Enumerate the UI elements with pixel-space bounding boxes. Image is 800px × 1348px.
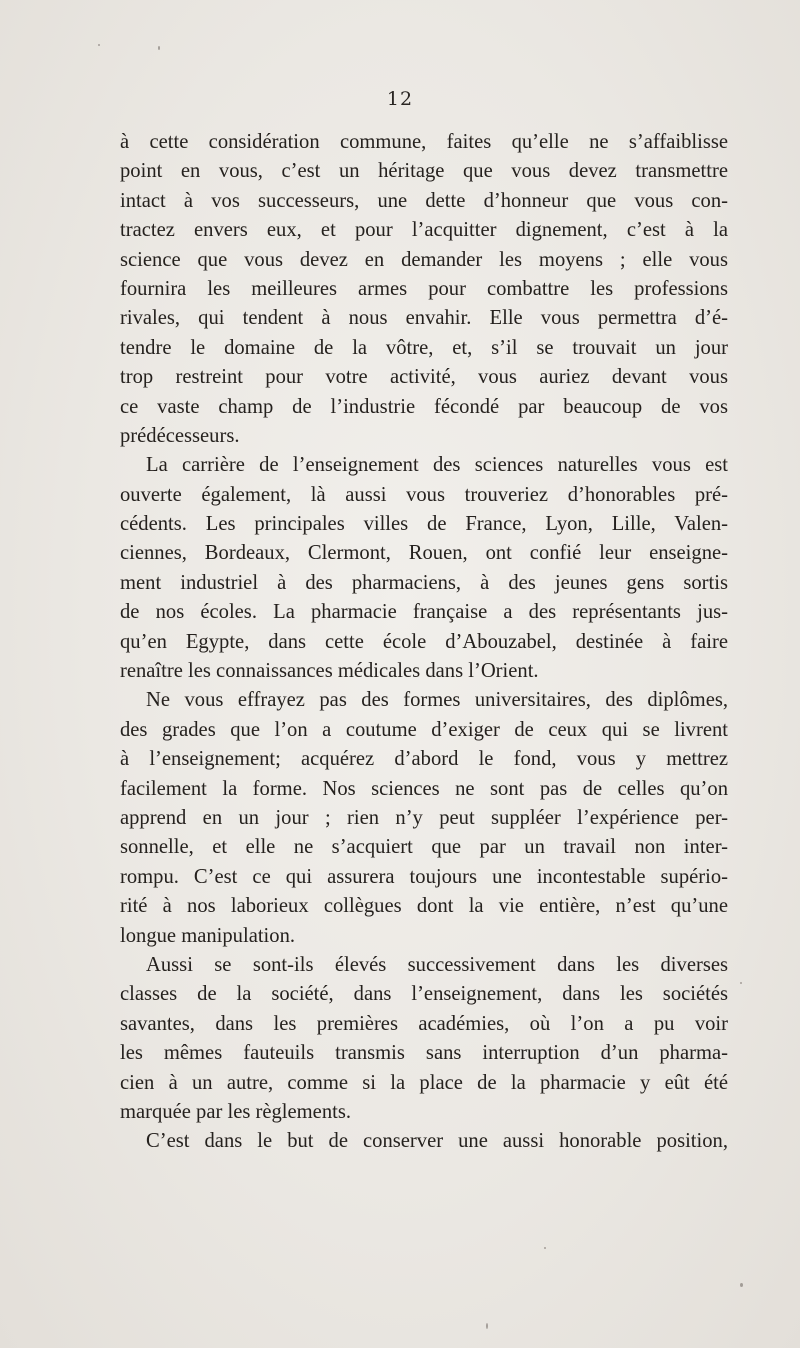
text-line: ce vaste champ de l’industrie fécondé par beaucoup de vos	[120, 395, 728, 418]
paragraph-5	[120, 1127, 728, 1156]
paper-speck	[740, 982, 742, 984]
page-number: 12	[386, 88, 414, 110]
text-line: des grades que l’on a coutume d’exiger de ceux qui se livrent	[120, 718, 728, 741]
text-line: rompu. C’est ce qui assurera toujours une incontestable supério-	[120, 865, 728, 888]
text-line: savantes, dans les premières académies, où l’on a pu voir	[120, 1012, 728, 1035]
text-line: à l’enseignement; acquérez d’abord le fond, vous y mettrez	[120, 748, 728, 771]
body-text	[120, 128, 728, 1157]
text-line: classes de la société, dans l’enseignement, dans les sociétés	[120, 983, 728, 1006]
text-line: facilement la forme. Nos sciences ne sont pas de celles qu’on	[120, 777, 728, 800]
paragraph-1	[120, 128, 728, 451]
text-line: les mêmes fauteuils transmis sans interruption d’un pharma-	[120, 1042, 728, 1065]
text-line: intact à vos successeurs, une dette d’honneur que vous con-	[120, 189, 728, 212]
text-line: Aussi se sont-ils élevés successivement dans les diverses	[146, 953, 728, 976]
text-line: science que vous devez en demander les moyens ; elle vous	[120, 248, 728, 271]
paper-speck	[158, 46, 160, 50]
text-line: à cette considération commune, faites qu’elle ne s’affaiblisse	[120, 131, 728, 153]
text-line: La carrière de l’enseignement des sciences naturelles vous est	[146, 454, 728, 477]
paper-speck	[544, 1247, 546, 1249]
text-line: rivales, qui tendent à nous envahir. Elle vous permettra d’é-	[120, 307, 728, 330]
text-line: tendre le domaine de la vôtre, et, s’il se trouvait un jour	[120, 336, 728, 359]
text-line: trop restreint pour votre activité, vous auriez devant vous	[120, 366, 728, 389]
paper-speck	[98, 44, 100, 46]
text-line: cédents. Les principales villes de France, Lyon, Lille, Valen-	[120, 513, 728, 536]
text-line: renaître les connaissances médicales dans l’Orient.	[120, 660, 539, 683]
text-line: ciennes, Bordeaux, Clermont, Rouen, ont confié leur enseigne-	[120, 542, 728, 565]
text-line: C’est dans le but de conserver une aussi honorable position,	[146, 1130, 728, 1153]
text-line: fournira les meilleures armes pour combattre les professions	[120, 277, 728, 300]
text-line: tractez envers eux, et pour l’acquitter dignement, c’est à la	[120, 219, 728, 242]
text-line: rité à nos laborieux collègues dont la vie entière, n’est qu’une	[120, 895, 728, 918]
text-line: de nos écoles. La pharmacie française a des représentants jus-	[120, 601, 728, 624]
paragraph-2	[120, 451, 728, 686]
paper-speck	[740, 1283, 743, 1287]
paragraph-3	[120, 686, 728, 951]
text-line: sonnelle, et elle ne s’acquiert que par un travail non inter-	[120, 836, 728, 859]
paragraph-4	[120, 951, 728, 1127]
text-line: ouverte également, là aussi vous trouveriez d’honorables pré-	[120, 483, 728, 506]
text-line: cien à un autre, comme si la place de la pharmacie y eût été	[120, 1071, 728, 1094]
text-line: Ne vous effrayez pas des formes universitaires, des diplômes,	[146, 689, 728, 712]
text-line: marquée par les règlements.	[120, 1100, 352, 1123]
text-line: prédécesseurs.	[120, 424, 240, 447]
text-line: apprend en un jour ; rien n’y peut suppléer l’expérience per-	[120, 806, 728, 829]
text-line: point en vous, c’est un héritage que vous devez transmettre	[120, 160, 728, 183]
text-line: longue manipulation.	[120, 924, 296, 947]
text-line: ment industriel à des pharmaciens, à des jeunes gens sortis	[120, 571, 728, 594]
text-line: qu’en Egypte, dans cette école d’Abouzabel, destinée à faire	[120, 630, 728, 653]
paper-speck	[486, 1323, 488, 1329]
